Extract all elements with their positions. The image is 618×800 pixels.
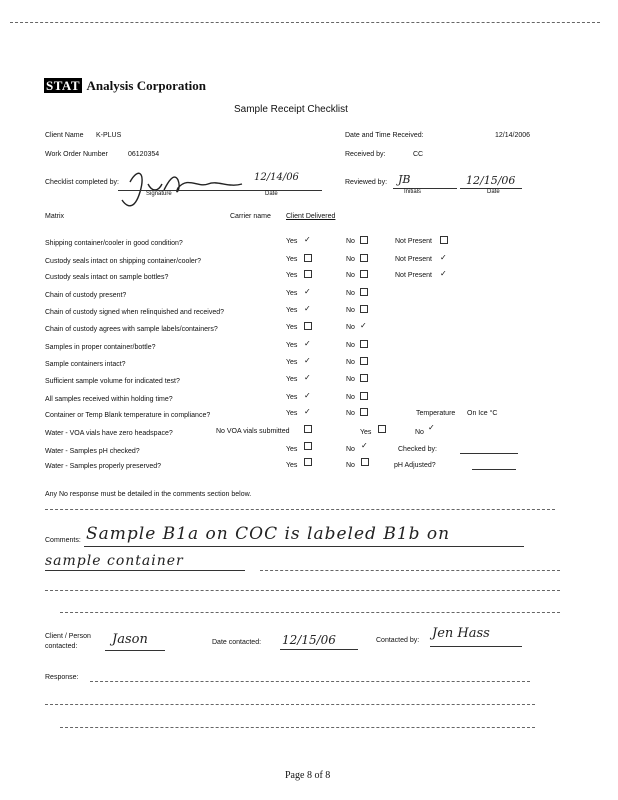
not-present-label: Not Present: [395, 238, 432, 245]
comments-label: Comments:: [45, 537, 81, 544]
yes-label: Yes: [286, 410, 298, 417]
checklist-question: Chain of custody present?: [45, 292, 127, 299]
date-contacted-line: [280, 649, 358, 650]
no-label: No: [346, 342, 355, 349]
yes-label: Yes: [286, 342, 298, 349]
voa-none-checkbox[interactable]: [304, 424, 312, 433]
no-label: No: [346, 290, 355, 297]
contact-person-label-1: Client / Person: [45, 633, 91, 640]
contact-person-label-2: contacted:: [45, 643, 78, 650]
response-line-2: [45, 704, 535, 705]
no-checkbox[interactable]: [360, 407, 368, 416]
no-label: No: [346, 376, 355, 383]
not-present-checkbox[interactable]: [440, 235, 448, 244]
date-contacted-value: 12/15/06: [282, 633, 336, 647]
not-present-checkbox[interactable]: ✓: [440, 269, 447, 278]
no-label: No: [346, 272, 355, 279]
contacted-by-label: Contacted by:: [376, 637, 420, 644]
work-order-label: Work Order Number: [45, 151, 108, 158]
comment-line-4: [60, 612, 560, 613]
checklist-completed-label: Checklist completed by:: [45, 179, 119, 186]
yes-checkbox[interactable]: ✓: [304, 373, 311, 382]
response-label: Response:: [45, 674, 79, 681]
ph-checked-no-checkbox[interactable]: ✓: [361, 441, 368, 450]
company-name: Analysis Corporation: [86, 78, 207, 93]
page-number: Page 8 of 8: [285, 770, 331, 781]
ph-checked-question: Water - Samples pH checked?: [45, 448, 140, 455]
yes-label: Yes: [286, 290, 298, 297]
yes-checkbox[interactable]: [304, 253, 312, 262]
checklist-question: Custody seals intact on sample bottles?: [45, 274, 169, 281]
comment-text-2: sample container: [45, 553, 184, 569]
reviewed-by-label: Reviewed by:: [345, 179, 388, 186]
no-checkbox[interactable]: [360, 304, 368, 313]
temperature-value: On Ice °C: [467, 410, 498, 417]
top-scan-line: [10, 22, 600, 23]
no-label: No: [346, 324, 355, 331]
yes-checkbox[interactable]: ✓: [304, 235, 311, 244]
date-contacted-label: Date contacted:: [212, 639, 262, 646]
no-checkbox[interactable]: [360, 356, 368, 365]
checklist-question: Chain of custody signed when relinquished and received?: [45, 309, 225, 316]
company-logo: [44, 77, 206, 95]
client-name-value: K-PLUS: [96, 132, 122, 139]
yes-label: Yes: [286, 376, 298, 383]
no-label: No: [346, 410, 355, 417]
not-present-checkbox[interactable]: ✓: [440, 253, 447, 262]
comment-line-2b: [260, 570, 560, 571]
reviewed-date-caption: Date: [487, 189, 500, 195]
no-checkbox[interactable]: [360, 253, 368, 262]
no-checkbox[interactable]: ✓: [360, 321, 367, 330]
yes-checkbox[interactable]: ✓: [304, 339, 311, 348]
yes-checkbox[interactable]: [304, 269, 312, 278]
checked-by-label: Checked by:: [398, 446, 437, 453]
ph-checked-yes-label: Yes: [286, 446, 298, 453]
checklist-question: Container or Temp Blank temperature in compliance?: [45, 412, 211, 419]
no-label: No: [346, 256, 355, 263]
preserved-no-label: No: [346, 462, 355, 469]
temperature-label: Temperature: [416, 410, 456, 417]
checked-by-line: [460, 453, 518, 454]
page-title: Sample Receipt Checklist: [234, 104, 348, 115]
ph-adjusted-line: [472, 469, 516, 470]
received-by-label: Received by:: [345, 151, 386, 158]
yes-checkbox[interactable]: ✓: [304, 407, 311, 416]
no-label: No: [346, 394, 355, 401]
contact-person-value: Jason: [112, 632, 148, 647]
checklist-question: Sufficient sample volume for indicated test?: [45, 378, 180, 385]
no-checkbox[interactable]: [360, 391, 368, 400]
date-received-value: 12/14/2006: [495, 132, 531, 139]
comment-line-1: [84, 546, 524, 547]
signature-caption: Signature: [146, 191, 172, 197]
checklist-question: Shipping container/cooler in good condition?: [45, 240, 183, 247]
yes-checkbox[interactable]: ✓: [304, 304, 311, 313]
logo-mark: STAT: [46, 78, 81, 93]
voa-yes-checkbox[interactable]: [378, 424, 386, 433]
initials-caption: Initials: [404, 189, 422, 195]
no-checkbox[interactable]: [360, 373, 368, 382]
checklist-question: Chain of custody agrees with sample labels/containers?: [45, 326, 218, 333]
comment-line-0: [45, 509, 555, 510]
yes-label: Yes: [286, 272, 298, 279]
no-checkbox[interactable]: [360, 269, 368, 278]
no-label: No: [346, 238, 355, 245]
not-present-label: Not Present: [395, 256, 432, 263]
yes-checkbox[interactable]: [304, 321, 312, 330]
yes-label: Yes: [286, 238, 298, 245]
voa-yes-label: Yes: [360, 429, 372, 436]
signature-line: [118, 190, 253, 191]
contacted-by-value: Jen Hass: [432, 626, 490, 641]
yes-label: Yes: [286, 256, 298, 263]
date-received-label: Date and Time Received:: [345, 132, 424, 139]
no-checkbox[interactable]: [360, 287, 368, 296]
checklist-question: Custody seals intact on shipping container/cooler?: [45, 258, 202, 265]
reviewed-initials: JB: [398, 173, 411, 186]
checklist-question: All samples received within holding time?: [45, 396, 173, 403]
reviewed-date: 12/15/06: [466, 174, 516, 187]
contacted-by-line: [430, 646, 522, 647]
completed-date-caption: Date: [265, 191, 278, 197]
response-line-1: [90, 681, 530, 682]
no-label: No: [346, 359, 355, 366]
carrier-label: Carrier name: [230, 213, 271, 220]
yes-label: Yes: [286, 359, 298, 366]
comment-text-1: Sample B1a on COC is labeled B1b on: [86, 524, 451, 544]
comment-line-2: [45, 570, 245, 571]
no-label: No: [346, 307, 355, 314]
yes-label: Yes: [286, 324, 298, 331]
matrix-label: Matrix: [45, 213, 65, 220]
preserved-yes-checkbox[interactable]: [304, 457, 312, 466]
yes-checkbox[interactable]: ✓: [304, 356, 311, 365]
work-order-value: 06120354: [128, 151, 160, 158]
voa-no-checkbox[interactable]: ✓: [428, 423, 435, 432]
carrier-value: Client Delivered: [286, 213, 336, 220]
checklist-question: Samples in proper container/bottle?: [45, 344, 156, 351]
client-name-label: Client Name: [45, 132, 84, 139]
voa-no-label: No: [415, 429, 424, 436]
signature-image: [118, 162, 248, 208]
voa-none-label: No VOA vials submitted: [216, 428, 290, 435]
no-checkbox[interactable]: [360, 235, 368, 244]
received-by-value: CC: [413, 151, 424, 158]
preserved-no-checkbox[interactable]: [361, 457, 369, 466]
voa-question: Water - VOA vials have zero headspace?: [45, 430, 173, 437]
completed-date-line: [252, 190, 322, 191]
ph-checked-yes-checkbox[interactable]: [304, 441, 312, 450]
contact-person-line: [105, 650, 165, 651]
yes-label: Yes: [286, 307, 298, 314]
yes-checkbox[interactable]: ✓: [304, 391, 311, 400]
response-line-3: [60, 727, 535, 728]
comments-instruction: Any No response must be detailed in the comments section below.: [45, 491, 252, 498]
yes-label: Yes: [286, 394, 298, 401]
comment-line-3: [45, 590, 560, 591]
ph-adjusted-label: pH Adjusted?: [394, 462, 436, 469]
completed-date: 12/14/06: [254, 172, 299, 183]
yes-checkbox[interactable]: ✓: [304, 287, 311, 296]
preserved-yes-label: Yes: [286, 462, 298, 469]
no-checkbox[interactable]: [360, 339, 368, 348]
not-present-label: Not Present: [395, 272, 432, 279]
ph-checked-no-label: No: [346, 446, 355, 453]
reviewed-initials-line: [393, 188, 457, 189]
preserved-question: Water - Samples properly preserved?: [45, 463, 162, 470]
checklist-question: Sample containers intact?: [45, 361, 126, 368]
